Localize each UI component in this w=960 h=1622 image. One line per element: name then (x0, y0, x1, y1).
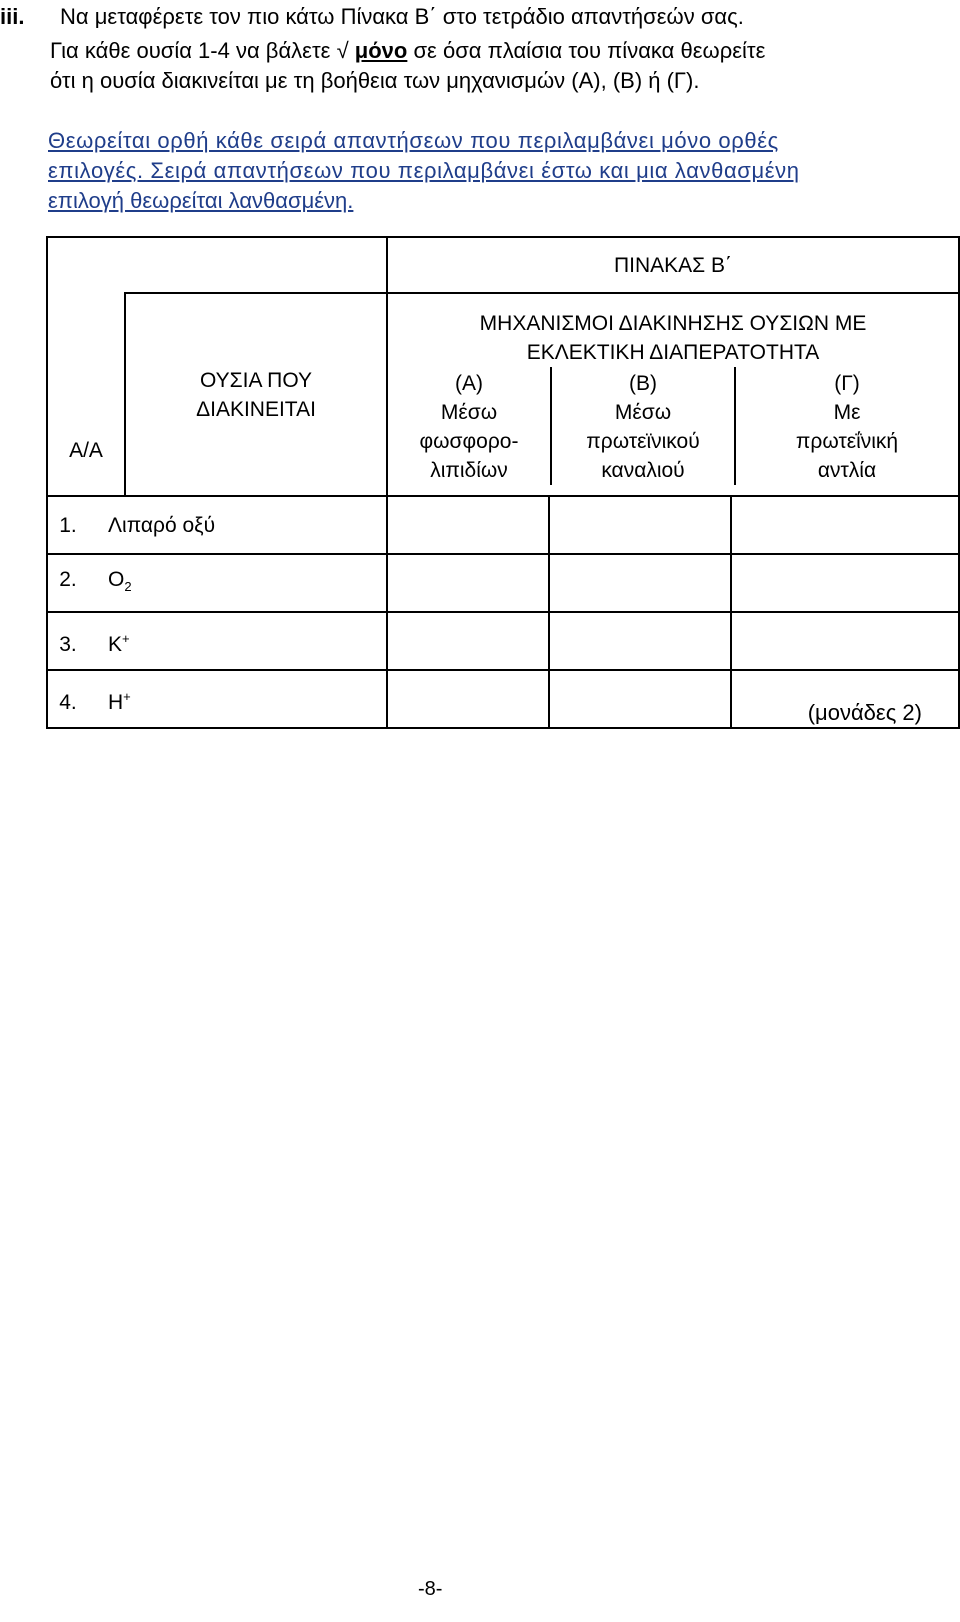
mechanism-a-line: λιπιδίων (430, 458, 508, 482)
header-substance (125, 293, 387, 496)
substance-charge: + (123, 688, 131, 704)
row-number: 2. (59, 567, 77, 591)
substance-name (88, 682, 131, 717)
substance-cell (47, 670, 387, 728)
answer-box-a[interactable] (387, 612, 549, 670)
page-number: -8- (418, 1578, 443, 1600)
substance-name: Λιπαρό οξύ (108, 513, 216, 537)
header-mechanisms (387, 293, 959, 496)
table-row (47, 554, 959, 612)
answer-box-a[interactable] (387, 554, 549, 612)
mechanism-c-line: πρωτεΐνική (795, 429, 899, 453)
mechanism-c-label: (Γ) (834, 371, 860, 395)
substance-symbol: H (108, 690, 124, 714)
instruction-line-2 (50, 38, 765, 64)
mechanism-a (388, 367, 552, 485)
table-row (47, 496, 959, 554)
row-number: 4. (59, 690, 77, 714)
instruction-line-2-start: Για κάθε ουσία 1-4 να βάλετε √ (50, 38, 355, 63)
mechanism-b (552, 367, 736, 485)
answer-box-b[interactable] (549, 496, 731, 554)
mechanism-a-line: φωσφορο- (419, 429, 519, 453)
header-aa: Α/Α (47, 293, 125, 496)
substance-cell (47, 496, 387, 554)
mechanism-c (736, 367, 958, 485)
mechanisms-title-line-2: ΕΚΛΕΚΤΙΚΗ ΔΙΑΠΕΡΑΤΟΤΗΤΑ (526, 340, 820, 364)
answer-box-c[interactable] (731, 612, 959, 670)
answer-box-a[interactable] (387, 496, 549, 554)
mechanism-c-line: Με (833, 400, 861, 424)
instruction-emphasis: μόνο (354, 38, 408, 63)
substance-symbol: O (108, 567, 125, 591)
answer-box-b[interactable] (549, 554, 731, 612)
instruction-line-3: ότι η ουσία διακινείται με τη βοήθεια των μηχανισμών (Α), (Β) ή (Γ). (50, 68, 700, 93)
table-blank-corner (47, 237, 387, 293)
answer-box-b[interactable] (549, 670, 731, 728)
mechanism-c-line: αντλία (817, 458, 877, 482)
mechanism-b-label: (Β) (629, 371, 657, 395)
mechanism-b-line: Μέσω (614, 400, 672, 424)
grading-note-line-1: Θεωρείται ορθή κάθε σειρά απαντήσεων που περιλαμβάνει μόνο ορθές (48, 128, 779, 153)
substance-charge: + (122, 630, 130, 646)
row-number: 3. (59, 632, 77, 656)
table-b (46, 236, 960, 729)
grading-note-line-2: επιλογές. Σειρά απαντήσεων που περιλαμβάνει έστω και μια λανθασμένη (48, 158, 800, 183)
question-number: iii. (0, 4, 25, 29)
table-title: ΠΙΝΑΚΑΣ Β΄ (387, 237, 959, 293)
grading-note-line-3: επιλογή θεωρείται λανθασμένη. (48, 188, 354, 213)
mechanism-a-label: (Α) (455, 371, 483, 395)
mechanisms-title-line-1: ΜΗΧΑΝΙΣΜΟΙ ΔΙΑΚΙΝΗΣΗΣ ΟΥΣΙΩΝ ΜΕ (479, 311, 867, 335)
mechanism-a-line: Μέσω (440, 400, 498, 424)
table-row (47, 612, 959, 670)
instruction-line-1: Να μεταφέρετε τον πιο κάτω Πίνακα Β΄ στο τετράδιο απαντήσεών σας. (60, 4, 744, 29)
row-number: 1. (59, 513, 77, 537)
mechanism-b-line: καναλιού (601, 458, 685, 482)
answer-box-b[interactable] (549, 612, 731, 670)
substance-name (88, 565, 132, 601)
substance-cell (47, 612, 387, 670)
substance-symbol: K (108, 632, 123, 656)
instruction-line-2-end: σε όσα πλαίσια του πίνακα θεωρείτε (407, 38, 766, 63)
substance-subscript: 2 (124, 579, 132, 595)
mechanism-b-line: πρωτεϊνικού (586, 429, 700, 453)
substance-cell (47, 554, 387, 612)
answer-box-c[interactable] (731, 496, 959, 554)
answer-box-a[interactable] (387, 670, 549, 728)
substance-name (88, 624, 130, 659)
header-substance-line-2: ΔΙΑΚΙΝΕΙΤΑΙ (196, 397, 316, 421)
points-label: (μονάδες 2) (807, 700, 922, 725)
header-substance-line-1: ΟΥΣΙΑ ΠΟΥ (200, 368, 312, 392)
answer-box-c[interactable] (731, 554, 959, 612)
